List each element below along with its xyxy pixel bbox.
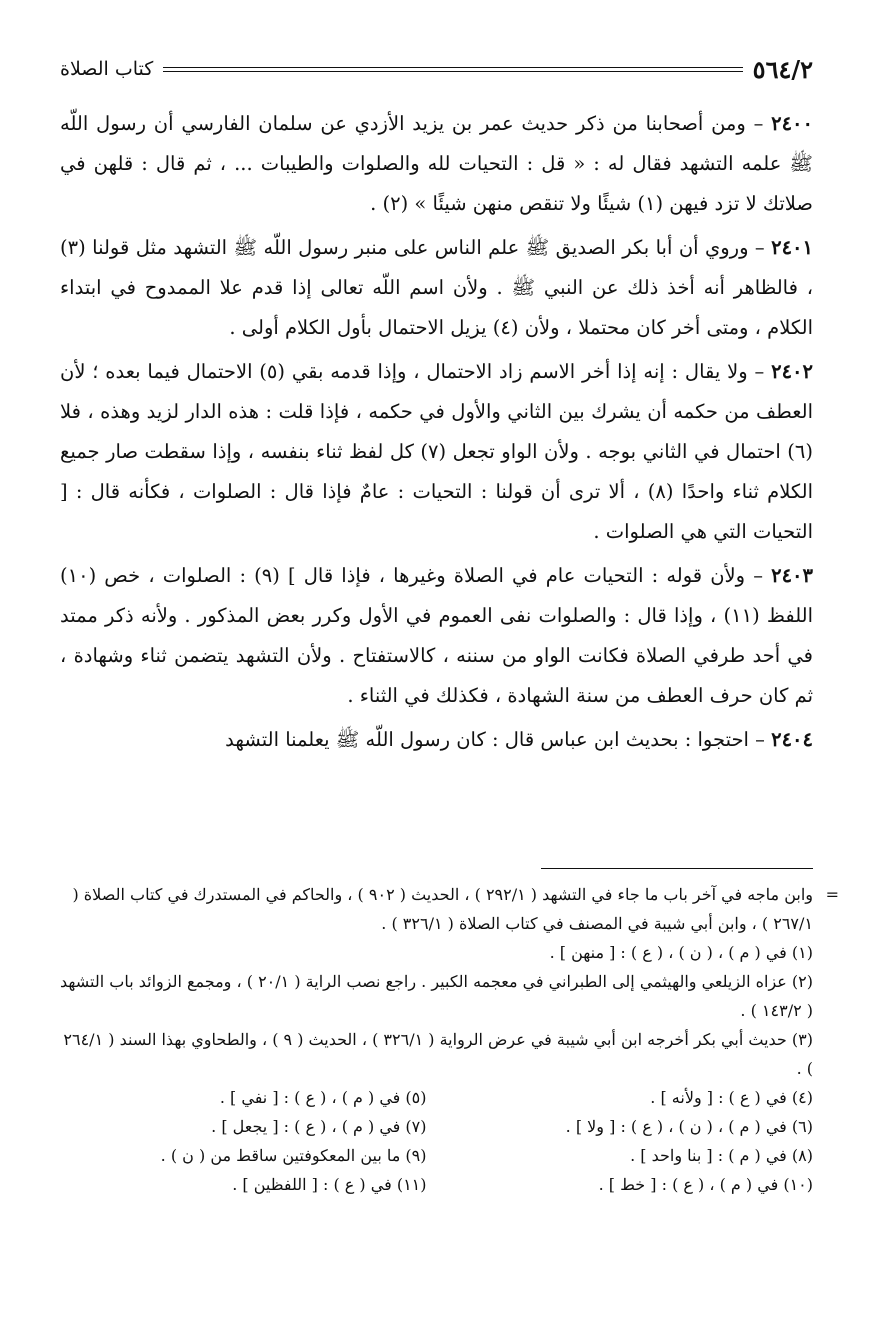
paragraph bbox=[60, 104, 813, 224]
paragraph bbox=[60, 556, 813, 716]
paragraph-text: – ولا يقال : إنه إذا أخر الاسم زاد الاحتمال ، وإذا قدمه بقي (٥) الاحتمال فيما بعده ؛ لأن العطف من حكمه أن يشرك بين الثاني والأول في حكمه ، فإذا قلت : هذه الدار لزيد وهذه ، فلا (٦) احتمال في الثاني بوجه . ولأن الواو تجعل (٧) كل لفظ ثناء بنفسه ، وإذا سقطت صار جميع الكلام ثناء واحدًا (٨) ، ألا ترى أن قولنا : التحيات : عامٌ فإذا قال : الصلوات ، فكأنه قال : [ التحيات التي هي الصلوات . bbox=[60, 360, 813, 543]
page-number: ٥٦٤/٢ bbox=[752, 54, 813, 84]
footnote: (٤) في ( ع ) : [ ولأنه ] . bbox=[650, 1088, 813, 1107]
footnote: (١١) في ( ع ) : [ اللفظين ] . bbox=[232, 1175, 427, 1194]
paragraph-text: – ومن أصحابنا من ذكر حديث عمر بن يزيد الأزدي عن سلمان الفارسي أن رسول اللّه ﷺ علمه التشهد فقال له : « قل : التحيات لله والصلوات والطيبات ... ، ثم قال : قلهن في صلاتك لا تزد فيهن (١) شيئًا ولا تنقص منهن شيئًا » (٢) . bbox=[60, 112, 813, 215]
footnote: (١٠) في ( م ) ، ( ع ) : [ خط ] . bbox=[598, 1175, 813, 1194]
paragraph bbox=[60, 352, 813, 552]
paragraph-text: – ولأن قوله : التحيات عام في الصلاة وغيرها ، فإذا قال ] (٩) : الصلوات ، خص (١٠) اللفظ (١١) ، وإذا قال : والصلوات نفى العموم في الأول وكرر بعض المذكور . ولأنه ذكر ممتد في أحد طرفي الصلاة فكانت الواو من سننه ، كالاستفتاح . ولأن التشهد يتضمن ثناء وشهادة ، ثم كان حرف العطف من سنة الشهادة ، فكذلك في الثناء . bbox=[60, 564, 814, 707]
paragraph-number: ٢٤٠١ bbox=[771, 236, 813, 259]
paragraph-number: ٢٤٠٠ bbox=[771, 112, 814, 135]
footnote: (٦) في ( م ) ، ( ن ) ، ( ع ) : [ ولا ] . bbox=[565, 1117, 813, 1136]
paragraph-text: – احتجوا : بحديث ابن عباس قال : كان رسول اللّه ﷺ يعلمنا التشهد bbox=[225, 728, 765, 751]
paragraph bbox=[60, 720, 813, 760]
footnote: (٧) في ( م ) ، ( ع ) : [ يجعل ] . bbox=[211, 1117, 427, 1136]
footnote-continuation bbox=[60, 880, 839, 938]
footnote: (١) في ( م ) ، ( ن ) ، ( ع ) : [ منهن ] . bbox=[549, 943, 813, 962]
footnote: (٥) في ( م ) ، ( ع ) : [ نفي ] . bbox=[219, 1088, 427, 1107]
paragraph-text: – وروي أن أبا بكر الصديق ﷺ علم الناس على منبر رسول اللّه ﷺ التشهد مثل قولنا (٣) ، فالظاهر أنه أخذ ذلك عن النبي ﷺ . ولأن اسم اللّه تعالى إذا قدم علا الممدوح في ابتداء الكلام ، ومتى أخر كان محتملا ، ولأن (٤) يزيل الاحتمال بأول الكلام أولى . bbox=[60, 236, 813, 339]
book-title: كتاب الصلاة bbox=[60, 58, 154, 80]
footnote-text: وابن ماجه في آخر باب ما جاء في التشهد ( ٢٩٢/١ ) ، الحديث ( ٩٠٢ ) ، والحاكم في المستدرك في كتاب الصلاة ( ٢٦٧/١ ) ، وابن أبي شيبة في المصنف في كتاب الصلاة ( ٣٢٦/١ ) . bbox=[72, 885, 813, 933]
footnote: (٢) عزاه الزيلعي والهيثمي إلى الطبراني في معجمه الكبير . راجع نصب الراية ( ٢٠/١ ) ، ومجمع الزوائد باب التشهد ( ١٤٣/٢ ) . bbox=[60, 972, 813, 1020]
continuation-mark: = bbox=[825, 885, 839, 904]
footnote: (٩) ما بين المعكوفتين ساقط من ( ن ) . bbox=[160, 1146, 427, 1165]
footnote-rule bbox=[541, 868, 813, 869]
paragraph-number: ٢٤٠٢ bbox=[771, 360, 813, 383]
paragraph-number: ٢٤٠٣ bbox=[771, 564, 813, 587]
footnote: (٨) في ( م ) : [ بنا واحد ] . bbox=[630, 1146, 813, 1165]
header-rule bbox=[163, 67, 742, 72]
footnote-grid bbox=[60, 1083, 813, 1199]
footnote: (٣) حديث أبي بكر أخرجه ابن أبي شيبة في عرض الرواية ( ٣٢٦/١ ) ، الحديث ( ٩ ) ، والطحاوي بهذا السند ( ٢٦٤/١ ) . bbox=[63, 1030, 813, 1078]
footnotes bbox=[60, 880, 839, 1199]
main-text bbox=[60, 104, 813, 764]
paragraph bbox=[60, 228, 813, 348]
paragraph-number: ٢٤٠٤ bbox=[771, 728, 813, 751]
page-header bbox=[60, 52, 813, 86]
